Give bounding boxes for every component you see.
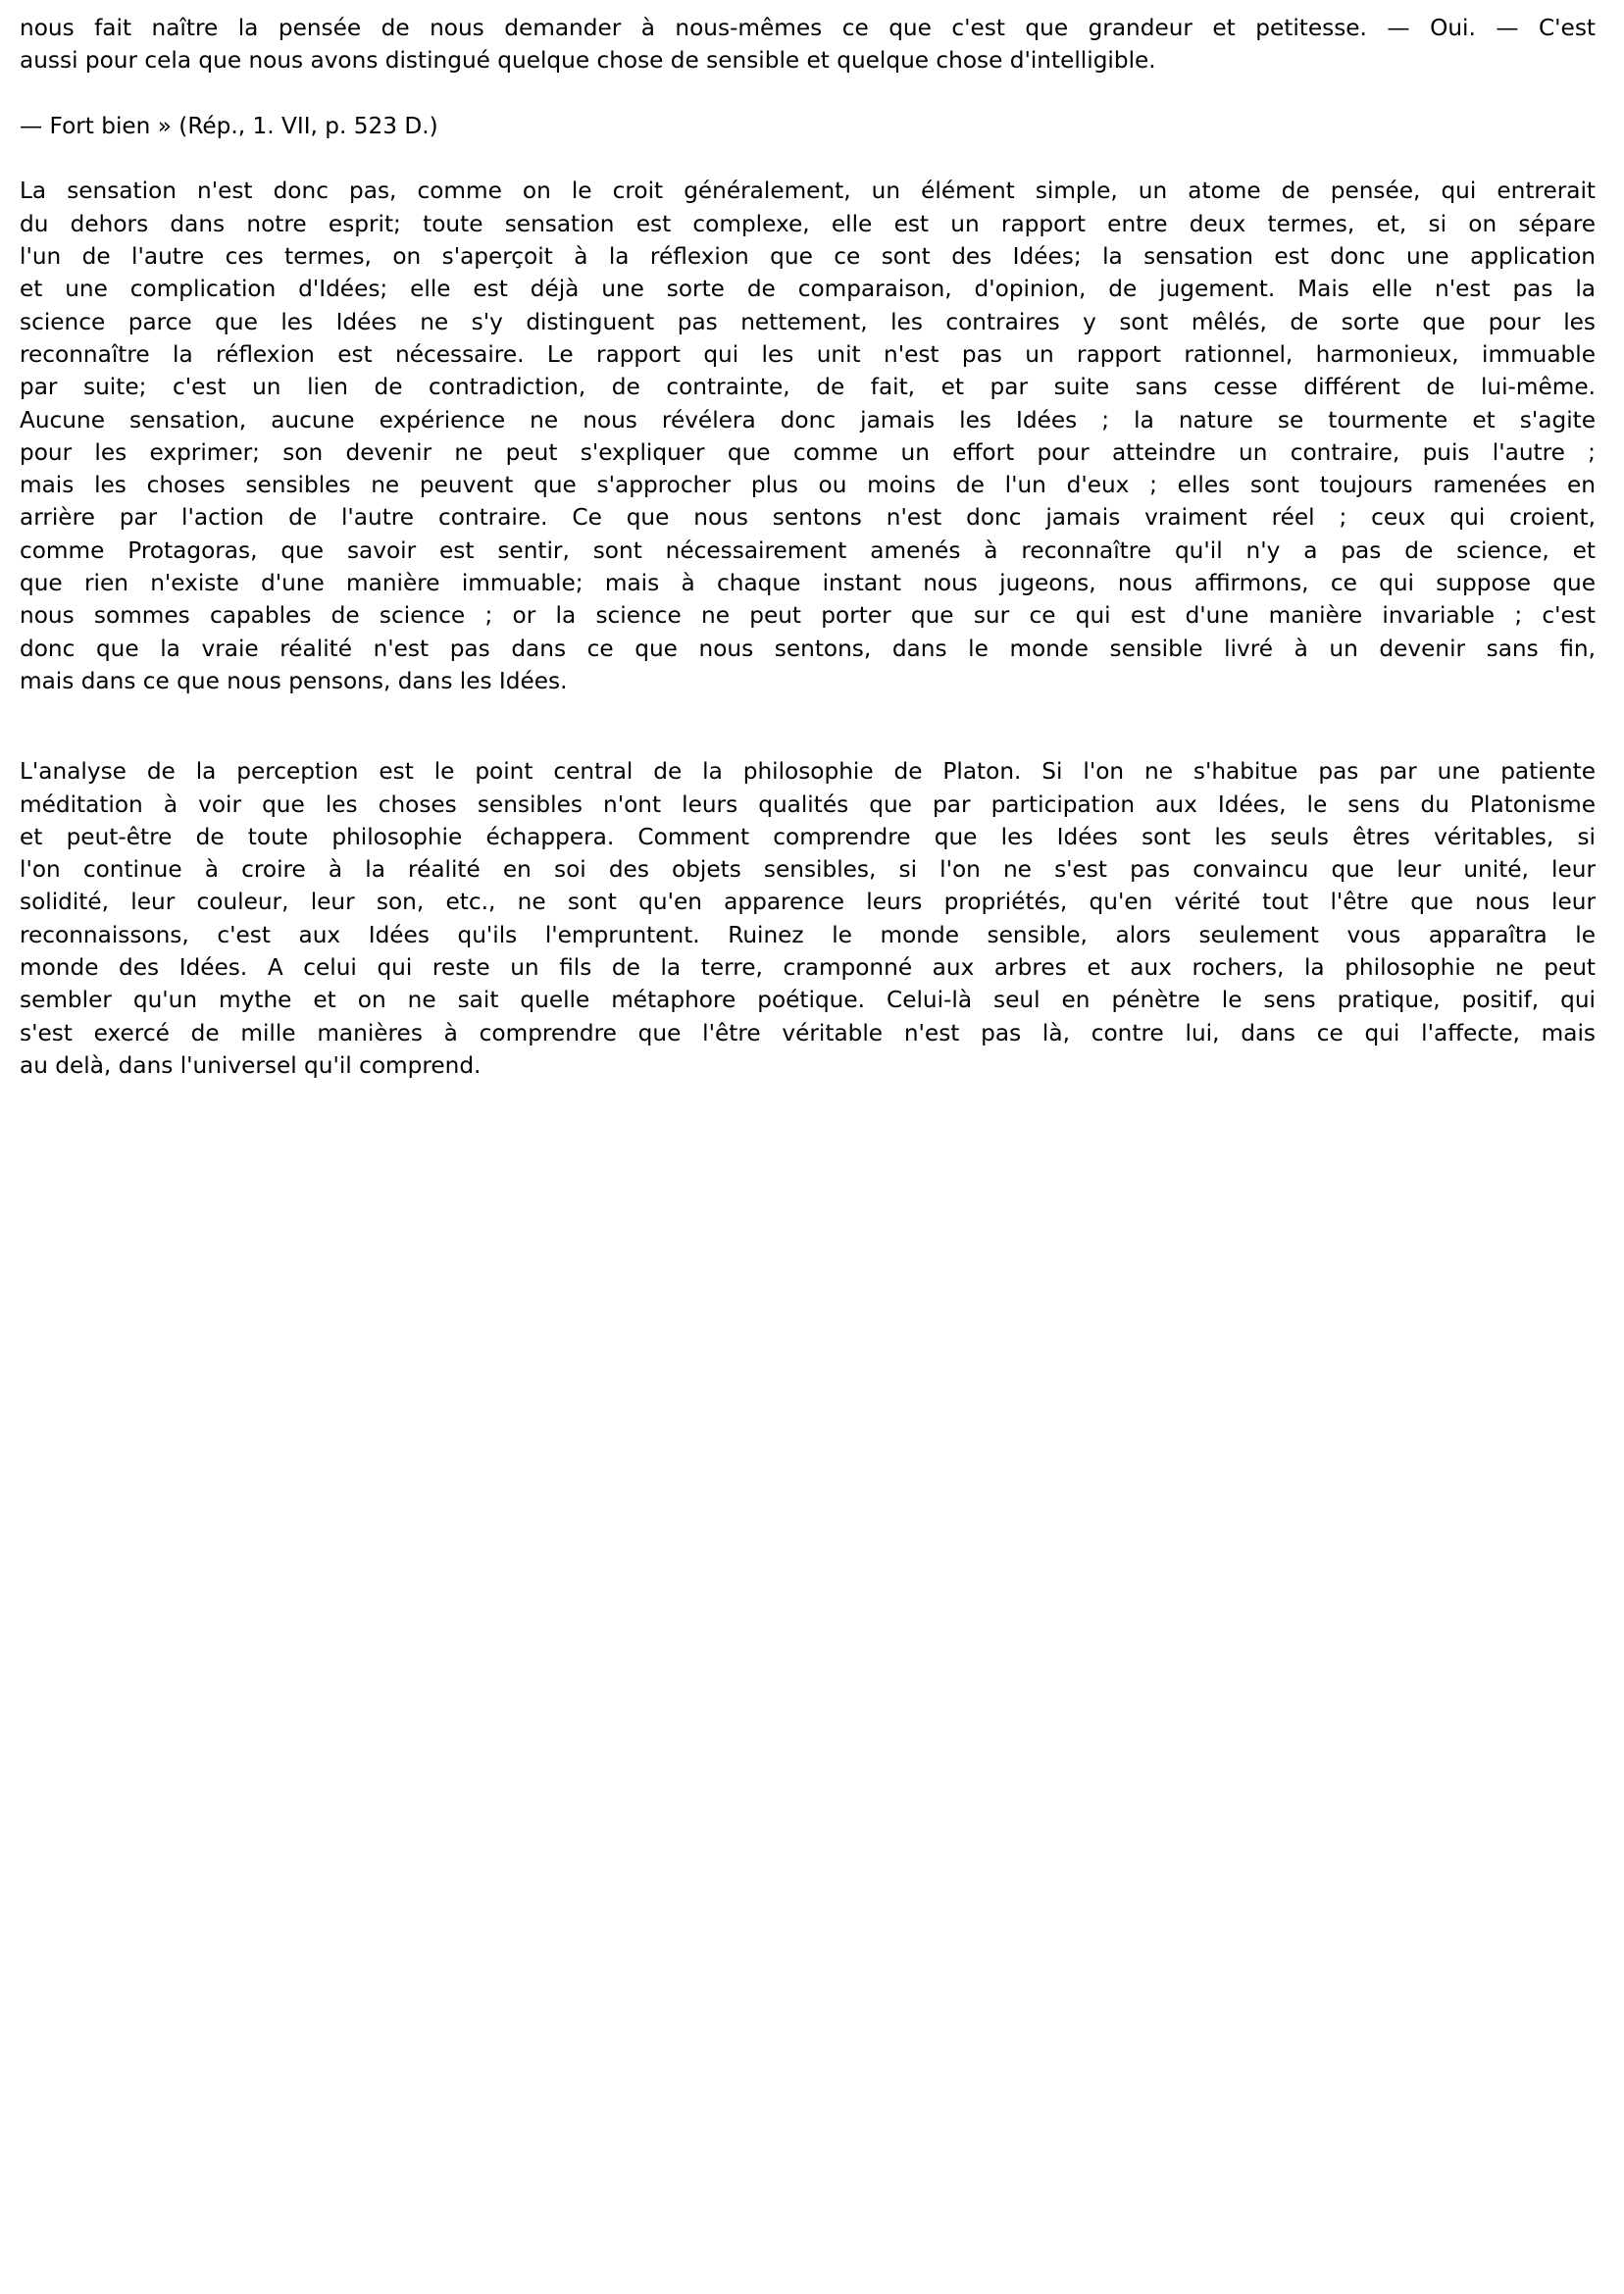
text-line: donc que la vraie réalité n'est pas dans ce que nous sentons, dans le monde sensible livré à un devenir sans fin,	[20, 635, 1596, 662]
text-line: La sensation n'est donc pas, comme on le croit généralement, un élément simple, un atome de pensée, qui entrerait	[20, 178, 1596, 205]
paragraph-spacer	[20, 142, 1596, 175]
text-line: l'un de l'autre ces termes, on s'aperçoit à la réflexion que ce sont des Idées; la sensation est donc une application	[20, 243, 1596, 271]
text-line: que rien n'existe d'une manière immuable; mais à chaque instant nous jugeons, nous affirmons, ce qui suppose que	[20, 570, 1596, 597]
text-line: l'on continue à croire à la réalité en soi des objets sensibles, si l'on ne s'est pas convaincu que leur unité, leur	[20, 856, 1596, 884]
text-line: mais dans ce que nous pensons, dans les Idées.	[20, 667, 568, 694]
text-line: arrière par l'action de l'autre contraire. Ce que nous sentons n'est donc jamais vraiment réel ; ceux qui croient,	[20, 504, 1596, 532]
text-line: reconnaître la réflexion est nécessaire. Le rapport qui les unit n'est pas un rapport rationnel, harmonieux, immuable	[20, 340, 1596, 368]
text-line: L'analyse de la perception est le point central de la philosophie de Platon. Si l'on ne s'habitue pas par une patiente	[20, 758, 1596, 786]
text-line: sembler qu'un mythe et on ne sait quelle métaphore poétique. Celui-là seul en pénètre le sens pratique, positif, qui	[20, 987, 1596, 1014]
text-line: reconnaissons, c'est aux Idées qu'ils l'empruntent. Ruinez le monde sensible, alors seulement vous apparaîtra le	[20, 921, 1596, 948]
text-line: aussi pour cela que nous avons distingué quelque chose de sensible et quelque chose d'intelligible.	[20, 47, 1156, 75]
text-line: nous sommes capables de science ; or la science ne peut porter que sur ce qui est d'une manière invariable ; c'est	[20, 602, 1596, 630]
text-line: nous fait naître la pensée de nous demander à nous-mêmes ce que c'est que grandeur et petitesse. — Oui. — C'est	[20, 15, 1596, 41]
text-line: au delà, dans l'universel qu'il comprend.	[20, 1051, 482, 1079]
text-line: comme Protagoras, que savoir est sentir, sont nécessairement amenés à reconnaître qu'il n'y a pas de science, et	[20, 536, 1596, 564]
paragraph-spacer	[20, 77, 1596, 110]
text-line: s'est exercé de mille manières à comprendre que l'être véritable n'est pas là, contre lui, dans ce qui l'affecte, mais	[20, 1019, 1596, 1046]
text-line: monde des Idées. A celui qui reste un fils de la terre, cramponné aux arbres et aux rochers, la philosophie ne peut	[20, 954, 1596, 982]
paragraph-sensation	[20, 175, 1596, 697]
paragraph-spacer	[20, 697, 1596, 755]
document-page	[20, 12, 1596, 1082]
text-line: science parce que les Idées ne s'y distinguent pas nettement, les contraires y sont mêlés, de sorte que pour les	[20, 308, 1596, 335]
text-line: Aucune sensation, aucune expérience ne nous révélera donc jamais les Idées ; la nature se tourmente et s'agite	[20, 406, 1596, 433]
text-line: — Fort bien » (Rép., 1. VII, p. 523 D.)	[20, 112, 438, 139]
text-line: pour les exprimer; son devenir ne peut s'expliquer que comme un effort pour atteindre un contraire, puis l'autre ;	[20, 438, 1596, 466]
text-line: méditation à voir que les choses sensibles n'ont leurs qualités que par participation aux Idées, le sens du Platonisme	[20, 790, 1596, 818]
text-line: par suite; c'est un lien de contradiction, de contrainte, de fait, et par suite sans cesse différent de lui-même.	[20, 374, 1596, 401]
text-line: et peut-être de toute philosophie échappera. Comment comprendre que les Idées sont les seuls êtres véritables, si	[20, 823, 1596, 850]
text-line: du dehors dans notre esprit; toute sensation est complexe, elle est un rapport entre deux termes, et, si on sépare	[20, 210, 1596, 237]
text-line: solidité, leur couleur, leur son, etc., ne sont qu'en apparence leurs propriétés, qu'en vérité tout l'être que nous leur	[20, 889, 1596, 916]
paragraph-dialogue-end	[20, 12, 1596, 77]
text-line: mais les choses sensibles ne peuvent que s'approcher plus ou moins de l'un d'eux ; elles sont toujours ramenées en	[20, 472, 1596, 499]
paragraph-citation	[20, 110, 1596, 142]
paragraph-perception-analysis	[20, 755, 1596, 1082]
text-line: et une complication d'Idées; elle est déjà une sorte de comparaison, d'opinion, de jugement. Mais elle n'est pas la	[20, 276, 1596, 303]
